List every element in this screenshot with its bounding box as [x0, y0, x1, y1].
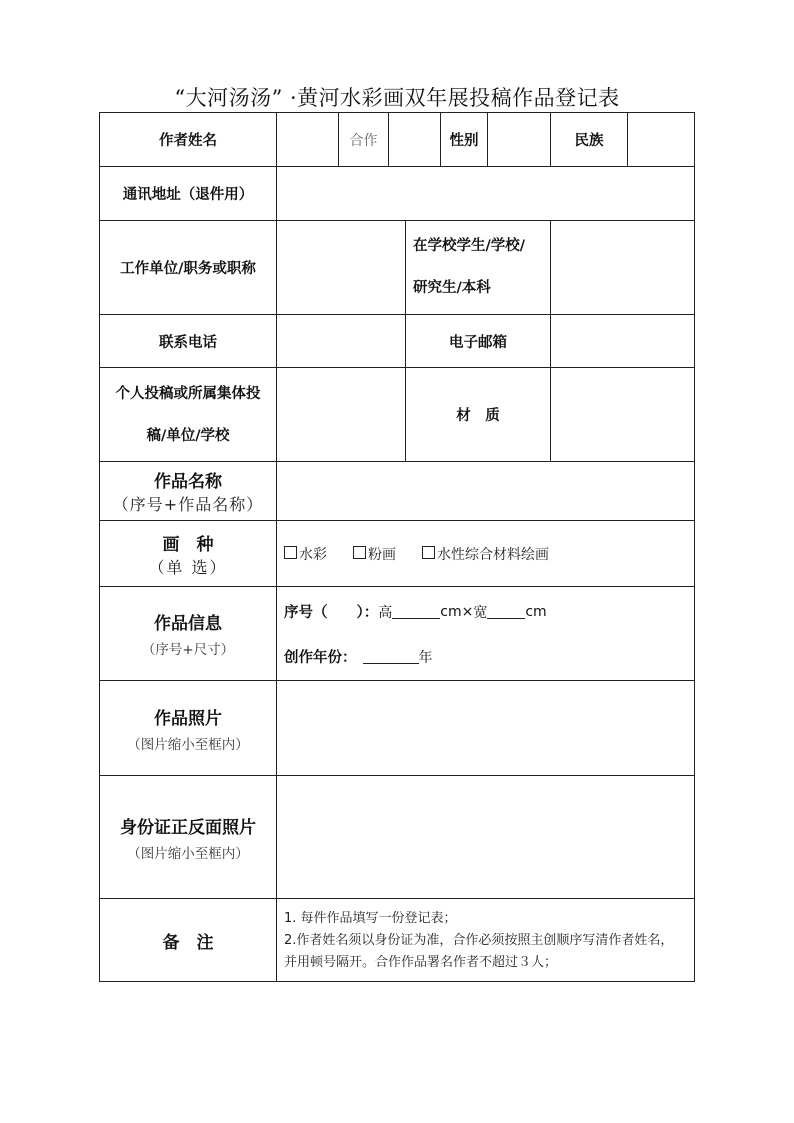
label-student: 在学校学生/学校/ 研究生/本科 — [405, 220, 551, 315]
checkbox-icon[interactable] — [422, 546, 435, 559]
label-gender: 性别 — [440, 112, 488, 167]
work-photo-field[interactable] — [276, 680, 695, 776]
label-work-info: 作品信息 （序号+尺寸） — [99, 586, 277, 681]
address-field[interactable] — [276, 166, 695, 221]
height-input[interactable] — [392, 604, 440, 619]
label-material: 材 质 — [405, 367, 551, 462]
label-phone: 联系电话 — [99, 314, 277, 368]
ethnicity-field[interactable] — [627, 112, 695, 167]
work-info-fields — [276, 586, 695, 681]
gender-field[interactable] — [487, 112, 551, 167]
label-work-name: 作品名称 （序号+作品名称） — [99, 461, 277, 521]
email-field[interactable] — [550, 314, 695, 368]
label-author-name: 作者姓名 — [99, 112, 277, 167]
genre-option-pastel[interactable]: 粉画 — [353, 544, 396, 564]
remarks-notes: 1. 每件作品填写一份登记表； 2.作者姓名须以身份证为准，合作必须按照主创顺序写清作者姓名， 并用顿号隔开。合作作品署名作者不超过３人； — [276, 898, 695, 982]
checkbox-icon[interactable] — [353, 546, 366, 559]
year-input[interactable] — [363, 649, 419, 664]
submission-type-field[interactable] — [276, 367, 406, 462]
label-genre: 画 种 （单 选） — [99, 520, 277, 587]
id-photo-field[interactable] — [276, 775, 695, 899]
genre-option-watercolor[interactable]: 水彩 — [284, 544, 327, 564]
student-field[interactable] — [550, 220, 695, 315]
label-email: 电子邮箱 — [405, 314, 551, 368]
label-id-photo: 身份证正反面照片 （图片缩小至框内） — [99, 775, 277, 899]
genre-options — [276, 520, 695, 587]
label-ethnicity: 民族 — [550, 112, 628, 167]
checkbox-icon[interactable] — [284, 546, 297, 559]
coauthor-field[interactable] — [388, 112, 441, 167]
genre-option-mixed-media[interactable]: 水性综合材料绘画 — [422, 544, 549, 564]
year-row: 创作年份： 年 — [284, 649, 433, 666]
work-name-field[interactable] — [276, 461, 695, 521]
work-unit-field[interactable] — [276, 220, 406, 315]
size-row: 序号（ ）： 高 cm × 宽 cm — [284, 603, 547, 621]
material-field[interactable] — [550, 367, 695, 462]
author-name-field[interactable] — [276, 112, 339, 167]
label-work-unit: 工作单位/职务或职称 — [99, 220, 277, 315]
page-title: “大河汤汤” ·黄河水彩画双年展投稿作品登记表 — [174, 86, 620, 110]
label-work-photo: 作品照片 （图片缩小至框内） — [99, 680, 277, 776]
label-coauthor: 合作 — [338, 112, 389, 167]
width-input[interactable] — [487, 604, 525, 619]
phone-field[interactable] — [276, 314, 406, 368]
label-submission-type: 个人投稿或所属集体投 稿/单位/学校 — [99, 367, 277, 462]
label-remarks: 备 注 — [99, 898, 277, 982]
label-address: 通讯地址（退件用） — [99, 166, 277, 221]
